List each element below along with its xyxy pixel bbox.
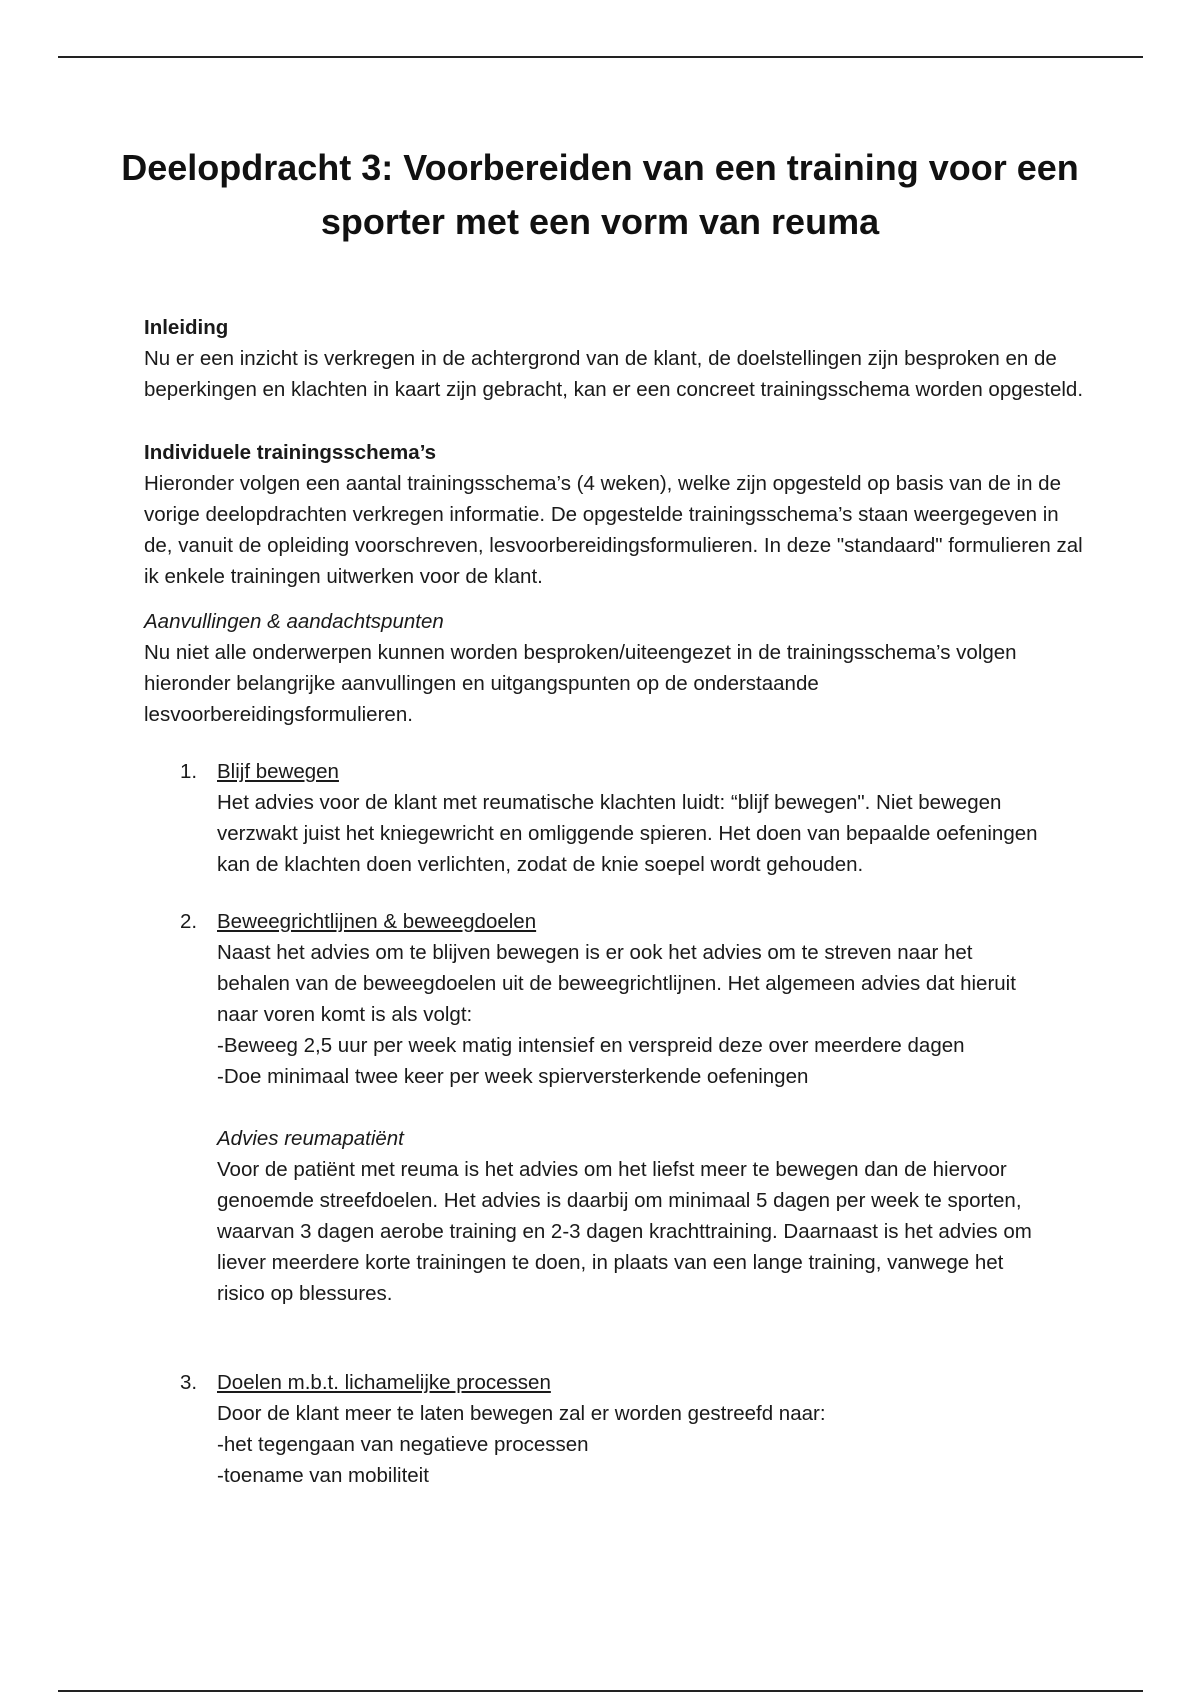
list-item-text: Naast het advies om te blijven bewegen is er ook het advies om te streven naar het behalen van de beweegdoelen uit de beweegrichtlijnen. Het algemeen advies dat hieruit naar voren komt is als volgt: <box>217 941 1016 1026</box>
footer-rule <box>58 1690 1143 1692</box>
individual-text: Hieronder volgen een aantal trainingsschema’s (4 weken), welke zijn opgesteld op basis van de in de vorige deelopdrachten verkregen informatie. De opgestelde trainingsschema’s staan weergegeven in de, vanuit de opleiding voorschreven, lesvoorbereidingsformulieren. In deze "standaard" formulieren zal ik enkele trainingen uitwerken voor de klant. <box>144 472 1083 588</box>
list-item-title: Beweegrichtlijnen & beweegdoelen <box>217 910 537 933</box>
document-body <box>144 312 1089 1491</box>
sub-heading: Advies reumapatiënt <box>217 1127 404 1150</box>
list-item-number: 3. <box>180 1371 198 1394</box>
list-item <box>144 756 1047 880</box>
sub-text: Voor de patiënt met reuma is het advies om het liefst meer te bewegen dan de hiervoor genoemde streefdoelen. Het advies is daarbij om minimaal 5 dagen per week te sporten, waarvan 3 dagen aerobe training en 2-3 dagen krachttraining. Daarnaast is het advies om liever meerdere korte trainingen te doen, in plaats van een lange training, vanwege het risico op blessures. <box>217 1158 1032 1305</box>
header-rule <box>58 56 1143 58</box>
list-bullet: -het tegengaan van negatieve processen <box>217 1433 589 1456</box>
intro-heading: Inleiding <box>144 316 229 339</box>
list-item-number: 1. <box>180 760 198 783</box>
intro-text: Nu er een inzicht is verkregen in de achtergrond van de klant, de doelstellingen zijn besproken en de beperkingen en klachten in kaart zijn gebracht, kan er een concreet trainingsschema worden opgesteld. <box>144 347 1084 401</box>
list-item-title: Blijf bewegen <box>217 760 339 783</box>
list-item <box>144 906 1047 1309</box>
list-item-text: Door de klant meer te laten bewegen zal er worden gestreefd naar: <box>217 1402 826 1425</box>
page-title: Deelopdracht 3: Voorbereiden van een training voor een sporter met een vorm van reuma <box>121 147 1079 242</box>
list-bullet: -Beweeg 2,5 uur per week matig intensief en verspreid deze over meerdere dagen <box>217 1034 965 1057</box>
list-item <box>144 1367 1047 1491</box>
individual-heading: Individuele trainingsschema’s <box>144 441 437 464</box>
list-item-title: Doelen m.b.t. lichamelijke processen <box>217 1371 551 1394</box>
list-item-text: Het advies voor de klant met reumatische klachten luidt: “blijf bewegen". Niet bewegen verzwakt juist het kniegewricht en omliggende spieren. Het doen van bepaalde oefeningen kan de klachten doen verlichten, zodat de knie soepel wordt gehouden. <box>217 791 1038 876</box>
additions-heading: Aanvullingen & aandachtspunten <box>144 610 444 633</box>
list-bullet: -Doe minimaal twee keer per week spierversterkende oefeningen <box>217 1065 809 1088</box>
list-item-number: 2. <box>180 910 198 933</box>
numbered-list <box>144 756 1089 1491</box>
list-bullet: -toename van mobiliteit <box>217 1464 429 1487</box>
additions-text: Nu niet alle onderwerpen kunnen worden besproken/uiteengezet in de trainingsschema’s volgen hieronder belangrijke aanvullingen en uitgangspunten op de onderstaande lesvoorbereidingsformulieren. <box>144 641 1017 726</box>
